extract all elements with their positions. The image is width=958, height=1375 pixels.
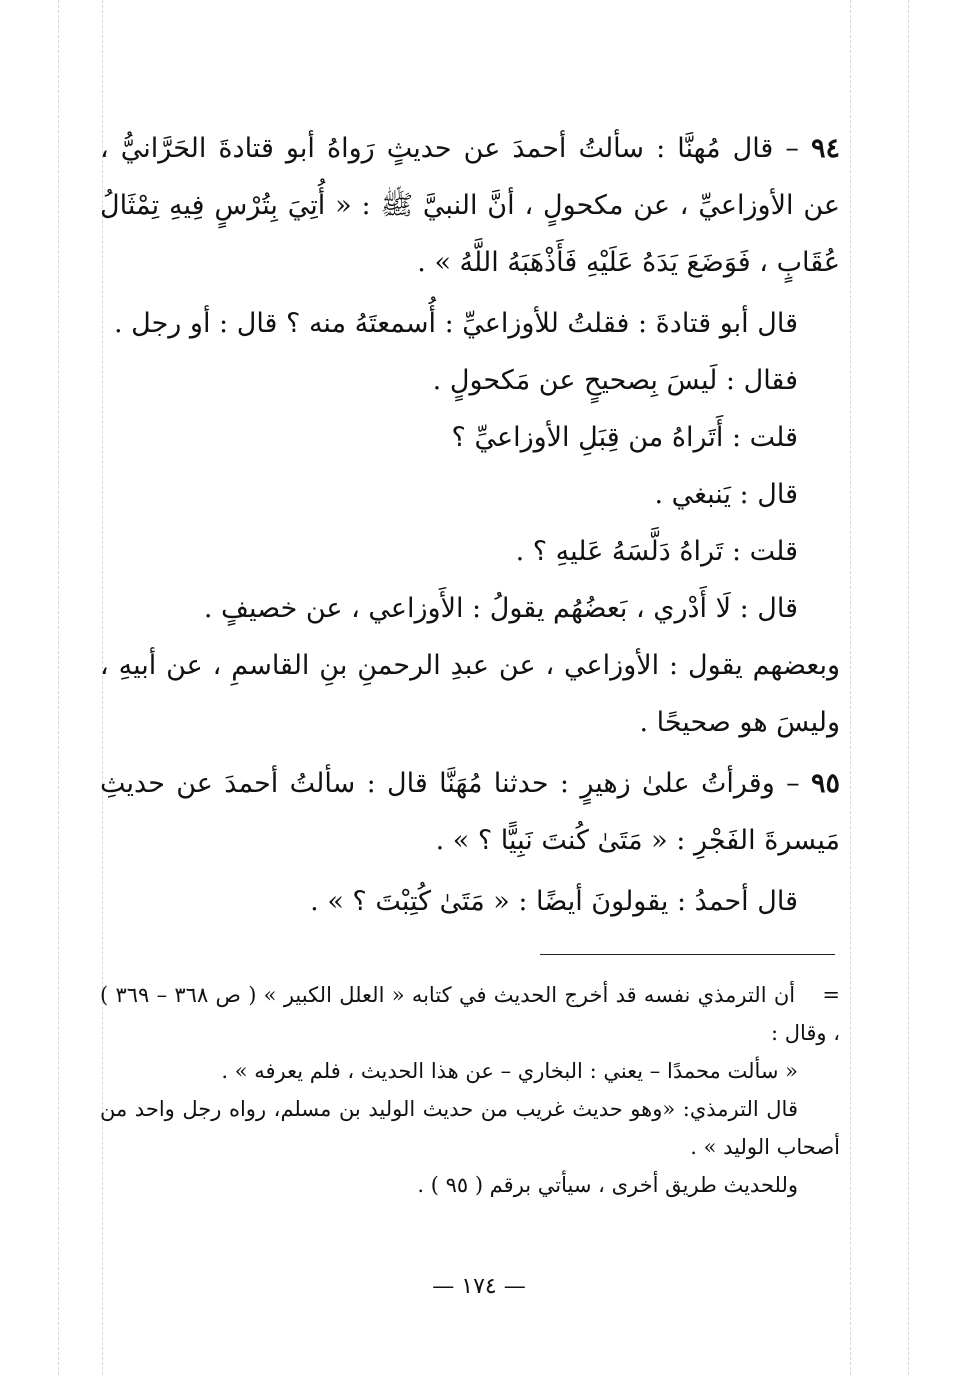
margin-guide-right [908,0,909,1375]
footnote-text-1: أن الترمذي نفسه قد أخرج الحديث في كتابه « العلل الكبير » ( ص ٣٦٨ – ٣٦٩ ) ، وقال : [100,983,840,1045]
footnote-line-4: وللحديث طريق أخرى ، سيأتي برقم ( ٩٥ ) . [417,1173,798,1197]
line-la-adri: قال : لَا أَدْري ، بَعضُهُم يقولُ : الأَوزاعي ، عن خصيفٍ . [203,593,798,624]
margin-guide-inner-right [850,0,851,1375]
line-ataraho: قلت : أَتَراهُ من قِبَلِ الأوزاعيِّ ؟ [451,422,798,453]
page-number: — ١٧٤ — [432,1274,526,1299]
paragraph-95-text: – وقرأتُ علىٰ زهيرٍ : حدثنا مُهَنَّا قال : سألتُ أحمدَ عن حديثِ مَيسرةَ الفَجْرِ : « مَتَىٰ كُنتَ نَبِيًّا ؟ » . [100,768,840,856]
footnote-line-2: « سألت محمدًا – يعني : البخاري – عن هذا الحديث ، فلم يعرفه » . [221,1059,798,1083]
paragraph-94 [100,120,840,291]
footnote-line-3: قال الترمذي: «وهو حديث غريب من حديث الوليد بن مسلم، رواه رجل واحد من أصحاب الوليد » . [100,1097,840,1159]
line-yanbaghi: قال : يَنبغي . [654,479,798,510]
line-ahmad-yaquluna: قال أحمدُ : يقولونَ أيضًا : « مَتَىٰ كُتِبْتَ ؟ » . [310,886,798,917]
paragraph-94-text: – قال مُهنَّا : سألتُ أحمدَ عن حديثٍ رَواهُ أبو قتادةَ الحَرَّانيُّ ، عن الأوزاعيِّ ، عن مكحولٍ ، أنَّ النبيَّ ﷺ : « أُتِيَ بِتُرْسٍ فِيهِ تِمْثَالُ عُقَابٍ ، فَوَضَعَ يَدَهُ عَلَيْهِ فَأَذْهَبَهُ اللَّهُ » . [100,133,840,278]
margin-guide-left [58,0,59,1375]
footnotes [100,976,840,1204]
entry-number-95: ٩٥ [810,768,840,799]
footnote-line-1 [100,976,840,1052]
main-text [100,120,840,930]
line-baduhum: وبعضهم يقول : الأوزاعي ، عن عبدِ الرحمنِ بنِ القاسمِ ، عن أبيهِ ، وليسَ هو صحيحًا . [100,650,840,738]
line-dallasahu: قلت : تَراهُ دَلَّسَهُ عَليهِ ؟ . [515,536,798,567]
line-laysa-bisahih: فقال : لَيسَ بِصحيحٍ عن مَكحولٍ . [432,365,798,396]
entry-number-94: ٩٤ [810,133,840,164]
footnote-separator [540,954,835,955]
line-abu-qatada: قال أبو قتادةَ : فقلتُ للأوزاعيِّ : أُسمعتَهُ منه ؟ قال : أو رجل . [113,308,798,339]
continuation-mark: = [822,983,840,1007]
paragraph-95 [100,755,840,869]
